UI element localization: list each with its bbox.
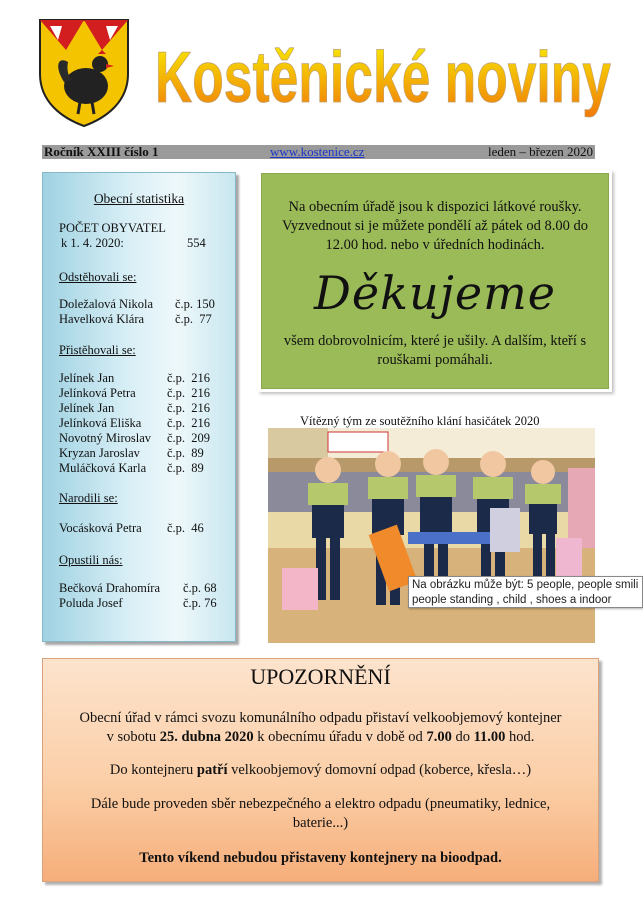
- population-date: k 1. 4. 2020:: [61, 236, 124, 250]
- list-item-cp: č.p. 68: [183, 581, 217, 595]
- notice-text: v sobotu: [106, 729, 157, 745]
- notice-text: velkoobjemový domovní odpad (koberce, křesla…): [231, 762, 532, 778]
- notice-text: k obecnímu úřadu v době od: [257, 729, 423, 745]
- notice-text: hod.: [509, 729, 535, 745]
- image-alt-tooltip: [408, 576, 643, 608]
- list-item-cp: č.p. 216: [167, 401, 211, 415]
- tooltip-line-2: people standing , child , shoes a indoor: [412, 594, 612, 606]
- list-item: Jelínek Jan: [59, 401, 115, 415]
- masks-text: Na obecním úřadě jsou k dispozici látkové roušky. Vyzvednout si je můžete pondělí až pátek od 8.00 do 12.00 hod. nebo v úředních hodinách.: [281, 199, 589, 253]
- list-item: Bečková Drahomíra: [59, 581, 161, 595]
- passed-heading: Opustili nás:: [59, 553, 123, 567]
- thanks-heading: Děkujeme: [314, 266, 556, 320]
- notice-paragraph-4: [57, 849, 584, 868]
- list-item: Vocásková Petra: [59, 521, 142, 535]
- masthead-text: Kostěnické noviny: [155, 38, 611, 118]
- list-item: Muláčková Karla: [59, 461, 147, 475]
- list-item: Havelková Klára: [59, 312, 145, 326]
- volunteers-text: všem dobrovolnicím, které je ušily. A dalším, kteří s rouškami pomáhali.: [283, 333, 587, 368]
- list-item-cp: č.p. 76: [183, 596, 217, 610]
- list-item-cp: č.p. 209: [167, 431, 211, 445]
- notice-paragraph-3: Dále bude proveden sběr nebezpečného a elektro odpadu (pneumatiky, lednice, baterie...): [90, 796, 551, 831]
- list-item-cp: č.p. 89: [167, 461, 204, 475]
- notice-paragraph-1: [57, 709, 584, 747]
- born-heading: Narodili se:: [59, 491, 118, 505]
- list-item: Jelínek Jan: [59, 371, 115, 385]
- list-item: Jelínková Eliška: [59, 416, 142, 430]
- notice-date: 25. dubna 2020: [159, 729, 254, 745]
- list-item: Poluda Josef: [59, 596, 123, 610]
- list-item-cp: č.p. 150: [175, 297, 215, 311]
- list-item: Novotný Miroslav: [59, 431, 152, 445]
- coat-of-arms-emblem: [36, 16, 132, 128]
- moved-in-heading: Přistěhovali se:: [59, 343, 136, 357]
- notice-text-bold: patří: [196, 762, 228, 778]
- notice-bio-warning: Tento víkend nebudou přistaveny kontejnery na bioodpad.: [139, 850, 502, 866]
- population-label: POČET OBYVATEL: [59, 221, 166, 235]
- website-link[interactable]: www.kostenice.cz: [270, 144, 365, 159]
- list-item-cp: č.p. 77: [175, 312, 212, 326]
- masthead-title: [148, 26, 618, 122]
- municipal-statistics-panel: [42, 172, 236, 642]
- notice-text: Obecní úřad v rámci svozu komunálního odpadu přistaví velkoobjemový kontejner: [79, 710, 562, 726]
- notice-paragraph-2: [57, 761, 584, 780]
- warning-notice: [42, 658, 599, 882]
- team-photo: [268, 428, 595, 643]
- list-item-cp: č.p. 216: [167, 371, 211, 385]
- list-item-cp: č.p. 46: [167, 521, 204, 535]
- population-value: 554: [187, 236, 206, 250]
- list-item: Jelínková Petra: [59, 386, 136, 400]
- notice-text: do: [455, 729, 470, 745]
- list-item-cp: č.p. 216: [167, 386, 211, 400]
- notice-text: Do kontejneru: [109, 762, 194, 778]
- notice-time-from: 7.00: [426, 729, 452, 745]
- issue-info-bar: [42, 145, 595, 159]
- face-masks-notice: [258, 170, 612, 392]
- moved-out-heading: Odstěhovali se:: [59, 270, 137, 284]
- notice-heading: UPOZORNĚNÍ: [250, 664, 391, 689]
- list-item: Doležalová Nikola: [59, 297, 154, 311]
- list-item-cp: č.p. 216: [167, 416, 211, 430]
- list-item-cp: č.p. 89: [167, 446, 204, 460]
- list-item: Kryzan Jaroslav: [59, 446, 140, 460]
- tooltip-line-1: Na obrázku může být: 5 people, people smili: [412, 579, 639, 591]
- stats-title: Obecní statistika: [93, 191, 185, 206]
- photo-caption: Vítězný tým ze soutěžního klání hasičátek 2020: [300, 414, 540, 428]
- notice-time-to: 11.00: [473, 729, 506, 745]
- issue-date: leden – březen 2020: [487, 144, 593, 159]
- issue-number: Ročník XXIII číslo 1: [44, 144, 159, 159]
